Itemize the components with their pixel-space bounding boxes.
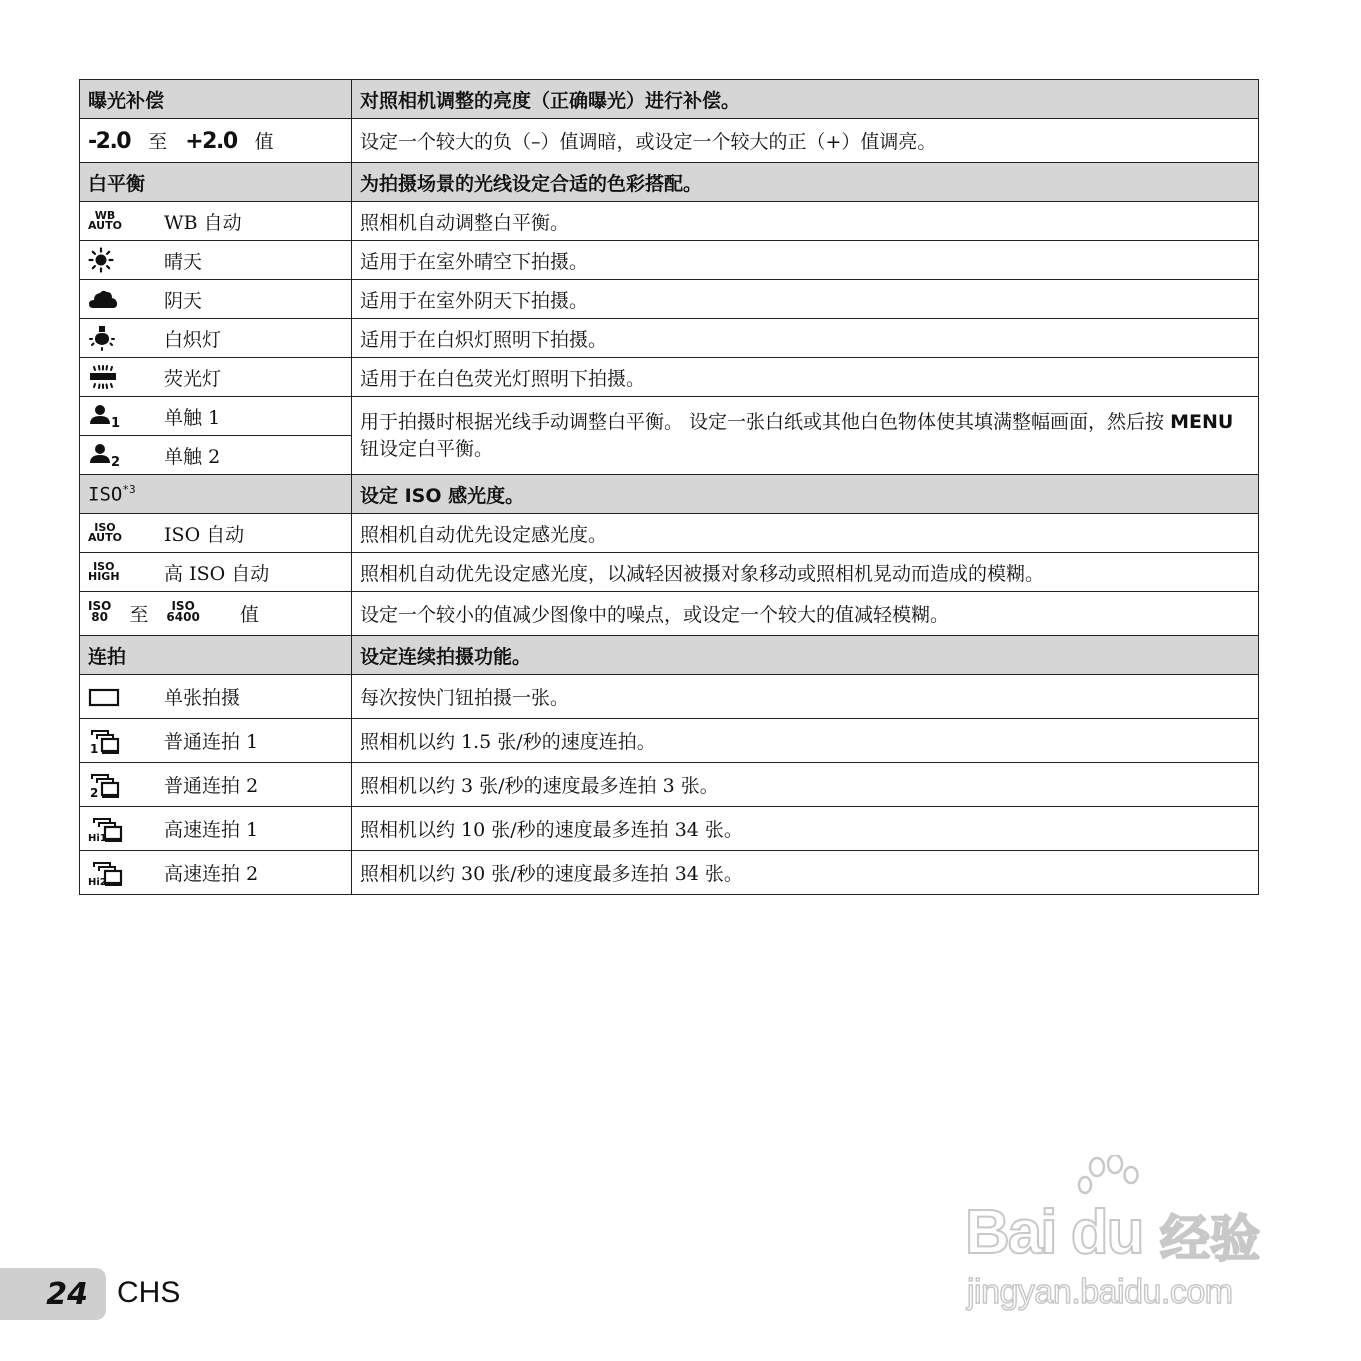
table-row [80, 319, 1259, 358]
wb-auto-label: WB 自动 [164, 211, 242, 234]
incandescent-desc: 适用于在白炽灯照明下拍摄。 [352, 319, 1259, 358]
exposure-range-row [80, 119, 1259, 163]
sequential-1-icon [88, 726, 158, 756]
exposure-header-desc: 对照相机调整的亮度（正确曝光）进行补偿。 [352, 80, 1259, 119]
drive-header-row [80, 636, 1259, 675]
table-row [80, 763, 1259, 807]
iso-unit: 值 [239, 604, 259, 626]
sequential-2-label: 普通连拍 2 [164, 775, 259, 797]
cloudy-label: 阴天 [164, 289, 203, 312]
sunny-label: 晴天 [164, 250, 203, 273]
svg-text:Hi2: Hi2 [88, 876, 107, 887]
watermark-url: jingyan.baidu.com [967, 1273, 1233, 1311]
single-shot-desc: 每次按快门钮拍摄一张。 [352, 675, 1259, 719]
exposure-min-value: -2.0 [88, 129, 131, 154]
watermark-brand: Bai du [965, 1198, 1143, 1267]
one-touch-desc: 用于拍摄时根据光线手动调整白平衡。 设定一张白纸或其他白色物体使其填满整幅画面，然后按 MENU 钮设定白平衡。 [352, 397, 1259, 475]
table-row [80, 358, 1259, 397]
sequential-1-desc: 照相机以约 1.5 张/秒的速度连拍。 [352, 719, 1259, 763]
exposure-max-value: +2.0 [185, 129, 237, 154]
iso-6400-icon: ISO 6400 [166, 599, 200, 624]
wb-auto-icon: WB AUTO [88, 209, 122, 232]
exposure-range-cell [80, 119, 352, 163]
table-row [80, 851, 1259, 895]
incandescent-label: 白炽灯 [164, 328, 222, 351]
iso-header-desc: 设定 ISO 感光度。 [352, 475, 1259, 514]
drive-header-desc: 设定连续拍摄功能。 [352, 636, 1259, 675]
table-row [80, 719, 1259, 763]
svg-text:2: 2 [111, 455, 121, 467]
svg-text:2: 2 [90, 785, 99, 799]
iso-auto-label: ISO 自动 [164, 523, 245, 546]
baidu-watermark [965, 1155, 1285, 1315]
table-row [80, 514, 1259, 553]
exposure-unit: 值 [254, 131, 274, 153]
sequential-1-label: 普通连拍 1 [164, 731, 259, 753]
table-row [80, 397, 1259, 436]
one-touch-1-label: 单触 1 [164, 406, 221, 429]
single-shot-label: 单张拍摄 [164, 687, 241, 709]
iso-high-desc: 照相机自动优先设定感光度，以减轻因被摄对象移动或照相机晃动而造成的模糊。 [352, 553, 1259, 592]
wb-header-desc: 为拍摄场景的光线设定合适的色彩搭配。 [352, 163, 1259, 202]
high-speed-1-desc: 照相机以约 10 张/秒的速度最多连拍 34 张。 [352, 807, 1259, 851]
svg-text:Hi1: Hi1 [88, 832, 107, 843]
exposure-range-desc: 设定一个较大的负（–）值调暗，或设定一个较大的正（+）值调亮。 [352, 119, 1259, 163]
watermark-brand-cn: 经验 [1160, 1210, 1260, 1268]
sequential-2-icon [88, 770, 158, 800]
high-speed-1-label: 高速连拍 1 [164, 819, 259, 841]
table-row [80, 807, 1259, 851]
wb-auto-desc: 照相机自动调整白平衡。 [352, 202, 1259, 241]
single-shot-icon [88, 682, 158, 712]
incandescent-icon [88, 323, 158, 353]
iso-header-label: ISO$^{*3}$ [80, 475, 352, 514]
iso-high-icon: ISO HIGH [88, 560, 120, 583]
high-speed-1-icon [88, 814, 158, 844]
table-row [80, 592, 1259, 636]
menu-button-label: MENU [1170, 410, 1234, 433]
high-speed-2-label: 高速连拍 2 [164, 863, 259, 885]
table-row [80, 280, 1259, 319]
iso-range-desc: 设定一个较小的值减少图像中的噪点，或设定一个较大的值减轻模糊。 [352, 592, 1259, 636]
sunny-desc: 适用于在室外晴空下拍摄。 [352, 241, 1259, 280]
svg-text:1: 1 [111, 416, 121, 428]
high-speed-2-desc: 照相机以约 30 张/秒的速度最多连拍 34 张。 [352, 851, 1259, 895]
page-language: CHS [117, 1276, 181, 1309]
iso-header-row [80, 475, 1259, 514]
one-touch-2-icon [88, 440, 158, 470]
settings-table [79, 79, 1259, 895]
table-row [80, 675, 1259, 719]
cloudy-desc: 适用于在室外阴天下拍摄。 [352, 280, 1259, 319]
drive-header-label: 连拍 [80, 636, 352, 675]
exposure-to-word: 至 [148, 131, 168, 153]
iso-high-label: 高 ISO 自动 [164, 562, 270, 585]
svg-text:1: 1 [90, 741, 99, 755]
table-row [80, 553, 1259, 592]
cloudy-icon [88, 284, 158, 314]
exposure-header-row [80, 80, 1259, 119]
sunny-icon [88, 245, 158, 275]
wb-header-row [80, 163, 1259, 202]
page-number: 24 [0, 1268, 106, 1320]
iso-auto-icon: ISO AUTO [88, 521, 122, 544]
table-row [80, 202, 1259, 241]
exposure-header-label: 曝光补偿 [80, 80, 352, 119]
one-touch-1-icon [88, 401, 158, 431]
sequential-2-desc: 照相机以约 3 张/秒的速度最多连拍 3 张。 [352, 763, 1259, 807]
high-speed-2-icon [88, 858, 158, 888]
iso-80-icon: ISO 80 [88, 599, 112, 624]
fluorescent-icon [88, 362, 158, 392]
fluorescent-desc: 适用于在白色荧光灯照明下拍摄。 [352, 358, 1259, 397]
fluorescent-label: 荧光灯 [164, 367, 222, 390]
iso-to-word: 至 [129, 604, 149, 626]
wb-header-label: 白平衡 [80, 163, 352, 202]
one-touch-2-label: 单触 2 [164, 445, 221, 468]
iso-auto-desc: 照相机自动优先设定感光度。 [352, 514, 1259, 553]
table-row [80, 241, 1259, 280]
